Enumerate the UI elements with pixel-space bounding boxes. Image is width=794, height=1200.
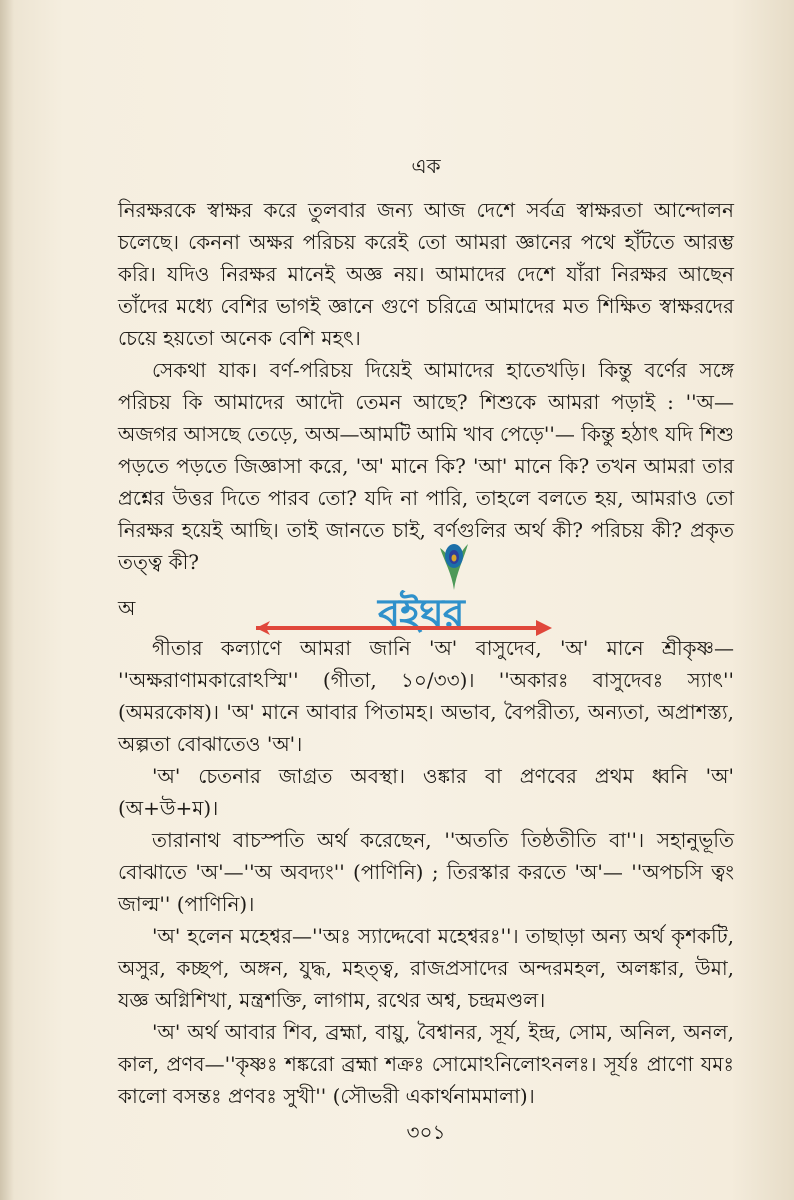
paragraph: তারানাথ বাচস্পতি অর্থ করেছেন, ''অততি তিষ্ঠতীতি বা''। সহানুভূতি বোঝাতে 'অ'—''অ অবদ্যং'' (পাণিনি) ; তিরস্কার করতে 'অ'— ''অপচসি ত্বং জাল্ম'' (পাণিনি)।	[118, 828, 734, 916]
page-spine-shadow	[0, 0, 14, 1200]
paragraph: গীতার কল্যাণে আমরা জানি 'অ' বাসুদেব, 'অ' মানে শ্রীকৃষ্ণ— ''অক্ষরাণামকারোঽস্মি'' (গীতা, ১০/৩৩)। ''অকারঃ বাসুদেবঃ স্যাৎ'' (অমরকোষ)। 'অ' মানে আবার পিতামহ। অভাব, বৈপরীত্য, অন্যতা, অপ্রাশস্ত্য, অল্পতা বোঝাতেও 'অ'।	[118, 636, 734, 756]
paragraph: 'অ' হলেন মহেশ্বর—''অঃ স্যাদ্দেবো মহেশ্বরঃ''। তাছাড়া অন্য অর্থ কৃশকটি, অসুর, কচ্ছপ, অঙ্গন, যুদ্ধ, মহত্ত্ব, রাজপ্রসাদের অন্দরমহল, অলঙ্কার, উমা, যজ্ঞ অগ্নিশিখা, মন্ত্রশক্তি, লাগাম, রথের অশ্ব, চন্দ্রমণ্ডল।	[118, 924, 734, 1012]
peacock-feather-icon	[434, 538, 474, 592]
page-number: ৩০১	[406, 1120, 446, 1144]
chapter-title: এক	[411, 154, 441, 178]
watermark-logo	[372, 538, 562, 658]
paragraph: নিরক্ষরকে স্বাক্ষর করে তুলবার জন্য আজ দেশে সর্বত্র স্বাক্ষরতা আন্দোলন চলেছে। কেননা অক্ষর পরিচয় করেই তো আমরা জ্ঞানের পথে হাঁটতে আরম্ভ করি। যদিও নিরক্ষর মানেই অজ্ঞ নয়। আমাদের দেশে যাঁরা নিরক্ষর আছেন তাঁদের মধ্যে বেশির ভাগই জ্ঞানে গুণে চরিত্রে আমাদের মত শিক্ষিত স্বাক্ষরদের চেয়ে হয়তো অনেক বেশি মহৎ।	[118, 198, 734, 350]
watermark-text: বইঘর	[378, 591, 464, 637]
paragraph: সেকথা যাক। বর্ণ-পরিচয় দিয়েই আমাদের হাতেখড়ি। কিন্তু বর্ণের সঙ্গে পরিচয় কি আমাদের আদৌ তেমন আছে? শিশুকে আমরা পড়াই : ''অ—অজগর আসছে তেড়ে, অঅ—আমটি আমি খাব পেড়ে''— কিন্তু হঠাৎ যদি শিশু পড়তে পড়তে জিজ্ঞাসা করে, 'অ' মানে কি? 'আ' মানে কি? তখন আমরা তার প্রশ্নের উত্তর দিতে পারব তো? যদি না পারি, তাহলে বলতে হয়, আমরাও তো নিরক্ষর হয়েই আছি। তাই জানতে চাই, বর্ণগুলির অর্থ কী? পরিচয় কী? প্রকৃত তত্ত্ব কী?	[118, 358, 735, 574]
arrow-icon	[252, 620, 552, 636]
paragraph: 'অ' অর্থ আবার শিব, ব্রহ্মা, বায়ু, বৈশ্বানর, সূর্য, ইন্দ্র, সোম, অনিল, অনল, কাল, প্রণব—''কৃষ্ণঃ শঙ্করো ব্রহ্মা শক্রঃ সোমোঽনিলোঽনলঃ। সূর্যঃ প্রাণো যমঃ কালো বসন্তঃ প্রণবঃ সুখী'' (সৌভরী একার্থনামমালা)।	[118, 1020, 734, 1108]
section-letter: অ	[118, 596, 136, 620]
paragraph: 'অ' চেতনার জাগ্রত অবস্থা। ওঙ্কার বা প্রণবের প্রথম ধ্বনি 'অ' (অ+উ+ম)।	[118, 764, 734, 820]
